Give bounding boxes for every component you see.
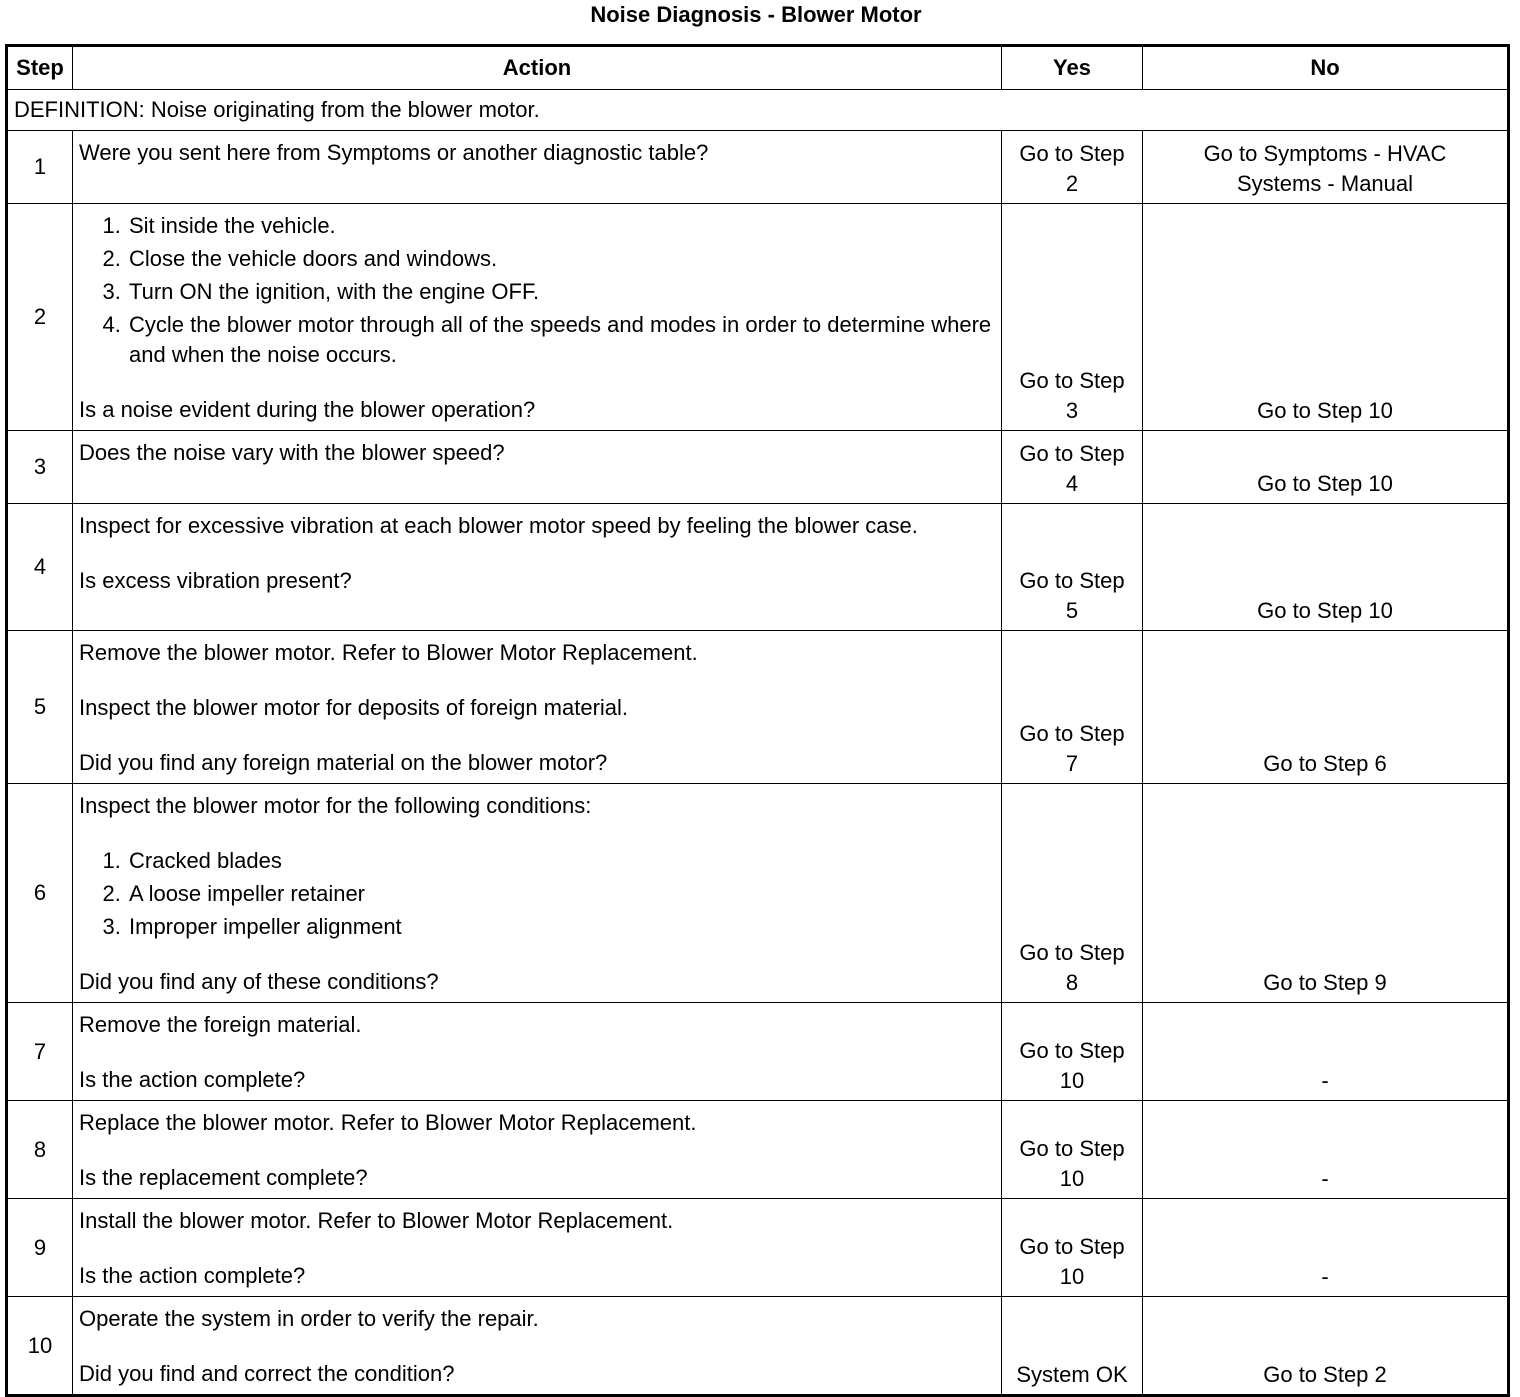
- action-text: Did you find any of these conditions?: [79, 969, 439, 994]
- yes-result: Go to Step 7: [1002, 631, 1143, 784]
- action-text: Inspect for excessive vibration at each blower motor speed by feeling the blower case.: [79, 513, 918, 538]
- yes-result: Go to Step 8: [1002, 784, 1143, 1003]
- table-row: [7, 131, 1509, 204]
- list-item: 1. Sit inside the vehicle.: [127, 211, 995, 241]
- header-step: Step: [7, 46, 73, 90]
- table-row: [7, 431, 1509, 504]
- table-row: [7, 504, 1509, 631]
- header-no: No: [1143, 46, 1509, 90]
- list-item: 3. Turn ON the ignition, with the engine OFF.: [127, 277, 995, 307]
- action-text: Operate the system in order to verify the repair.: [79, 1306, 539, 1331]
- action-cell: [73, 504, 1002, 631]
- action-text: Is the action complete?: [79, 1263, 306, 1288]
- no-result: -: [1143, 1199, 1509, 1297]
- action-list: [79, 211, 995, 370]
- action-cell: [73, 631, 1002, 784]
- table-row: [7, 1101, 1509, 1199]
- table-row: [7, 1003, 1509, 1101]
- action-cell: [73, 1199, 1002, 1297]
- no-result: Go to Step 10: [1143, 204, 1509, 431]
- step-number: 8: [7, 1101, 73, 1199]
- table-row: [7, 784, 1509, 1003]
- no-result: Go to Step 10: [1143, 431, 1509, 504]
- action-text: Remove the foreign material.: [79, 1012, 362, 1037]
- action-text: Did you find and correct the condition?: [79, 1361, 455, 1386]
- action-text: Is the replacement complete?: [79, 1165, 368, 1190]
- action-text: Replace the blower motor. Refer to Blower Motor Replacement.: [79, 1110, 697, 1135]
- list-item: 2. A loose impeller retainer: [127, 879, 995, 909]
- no-result: -: [1143, 1101, 1509, 1199]
- action-text: Does the noise vary with the blower speed?: [79, 440, 505, 465]
- action-text: Did you find any foreign material on the blower motor?: [79, 750, 608, 775]
- step-number: 10: [7, 1297, 73, 1396]
- no-result: Go to Step 9: [1143, 784, 1509, 1003]
- action-text: Is a noise evident during the blower operation?: [79, 397, 536, 422]
- yes-result: Go to Step 10: [1002, 1199, 1143, 1297]
- no-result: Go to Symptoms - HVAC Systems - Manual: [1143, 131, 1509, 204]
- action-text: Install the blower motor. Refer to Blower Motor Replacement.: [79, 1208, 674, 1233]
- action-text: Is the action complete?: [79, 1067, 306, 1092]
- step-number: 5: [7, 631, 73, 784]
- action-text: Were you sent here from Symptoms or another diagnostic table?: [79, 140, 709, 165]
- no-result: -: [1143, 1003, 1509, 1101]
- step-number: 4: [7, 504, 73, 631]
- step-number: 3: [7, 431, 73, 504]
- definition: DEFINITION: Noise originating from the blower motor.: [7, 90, 1509, 131]
- table-row: [7, 204, 1509, 431]
- no-result: Go to Step 6: [1143, 631, 1509, 784]
- step-number: 1: [7, 131, 73, 204]
- action-text: Inspect the blower motor for the following conditions:: [79, 793, 592, 818]
- header-action: Action: [73, 46, 1002, 90]
- header-row: [7, 46, 1509, 90]
- yes-result: Go to Step 5: [1002, 504, 1143, 631]
- yes-result: Go to Step 10: [1002, 1101, 1143, 1199]
- diagnostic-table: [5, 44, 1510, 1397]
- action-cell: [73, 784, 1002, 1003]
- action-text: Remove the blower motor. Refer to Blower Motor Replacement.: [79, 640, 698, 665]
- action-cell: [73, 1003, 1002, 1101]
- no-result: Go to Step 2: [1143, 1297, 1509, 1396]
- yes-result: System OK: [1002, 1297, 1143, 1396]
- page-title: Noise Diagnosis - Blower Motor: [590, 2, 922, 27]
- step-number: 7: [7, 1003, 73, 1101]
- table-row: [7, 1297, 1509, 1396]
- step-number: 2: [7, 204, 73, 431]
- step-number: 9: [7, 1199, 73, 1297]
- table-row: [7, 1199, 1509, 1297]
- action-list: [79, 846, 995, 942]
- action-cell: [73, 204, 1002, 431]
- yes-result: Go to Step 10: [1002, 1003, 1143, 1101]
- action-cell: [73, 131, 1002, 204]
- list-item: 3. Improper impeller alignment: [127, 912, 995, 942]
- yes-result: Go to Step 3: [1002, 204, 1143, 431]
- header-yes: Yes: [1002, 46, 1143, 90]
- action-text: Is excess vibration present?: [79, 568, 352, 593]
- action-text: Inspect the blower motor for deposits of foreign material.: [79, 695, 629, 720]
- action-cell: [73, 1101, 1002, 1199]
- no-result: Go to Step 10: [1143, 504, 1509, 631]
- yes-result: Go to Step 4: [1002, 431, 1143, 504]
- list-item: 1. Cracked blades: [127, 846, 995, 876]
- action-cell: [73, 431, 1002, 504]
- step-number: 6: [7, 784, 73, 1003]
- list-item: 2. Close the vehicle doors and windows.: [127, 244, 995, 274]
- yes-result: Go to Step 2: [1002, 131, 1143, 204]
- action-cell: [73, 1297, 1002, 1396]
- list-item: 4. Cycle the blower motor through all of the speeds and modes in order to determine where and when the noise occurs.: [127, 310, 995, 370]
- definition-row: [7, 90, 1509, 131]
- table-row: [7, 631, 1509, 784]
